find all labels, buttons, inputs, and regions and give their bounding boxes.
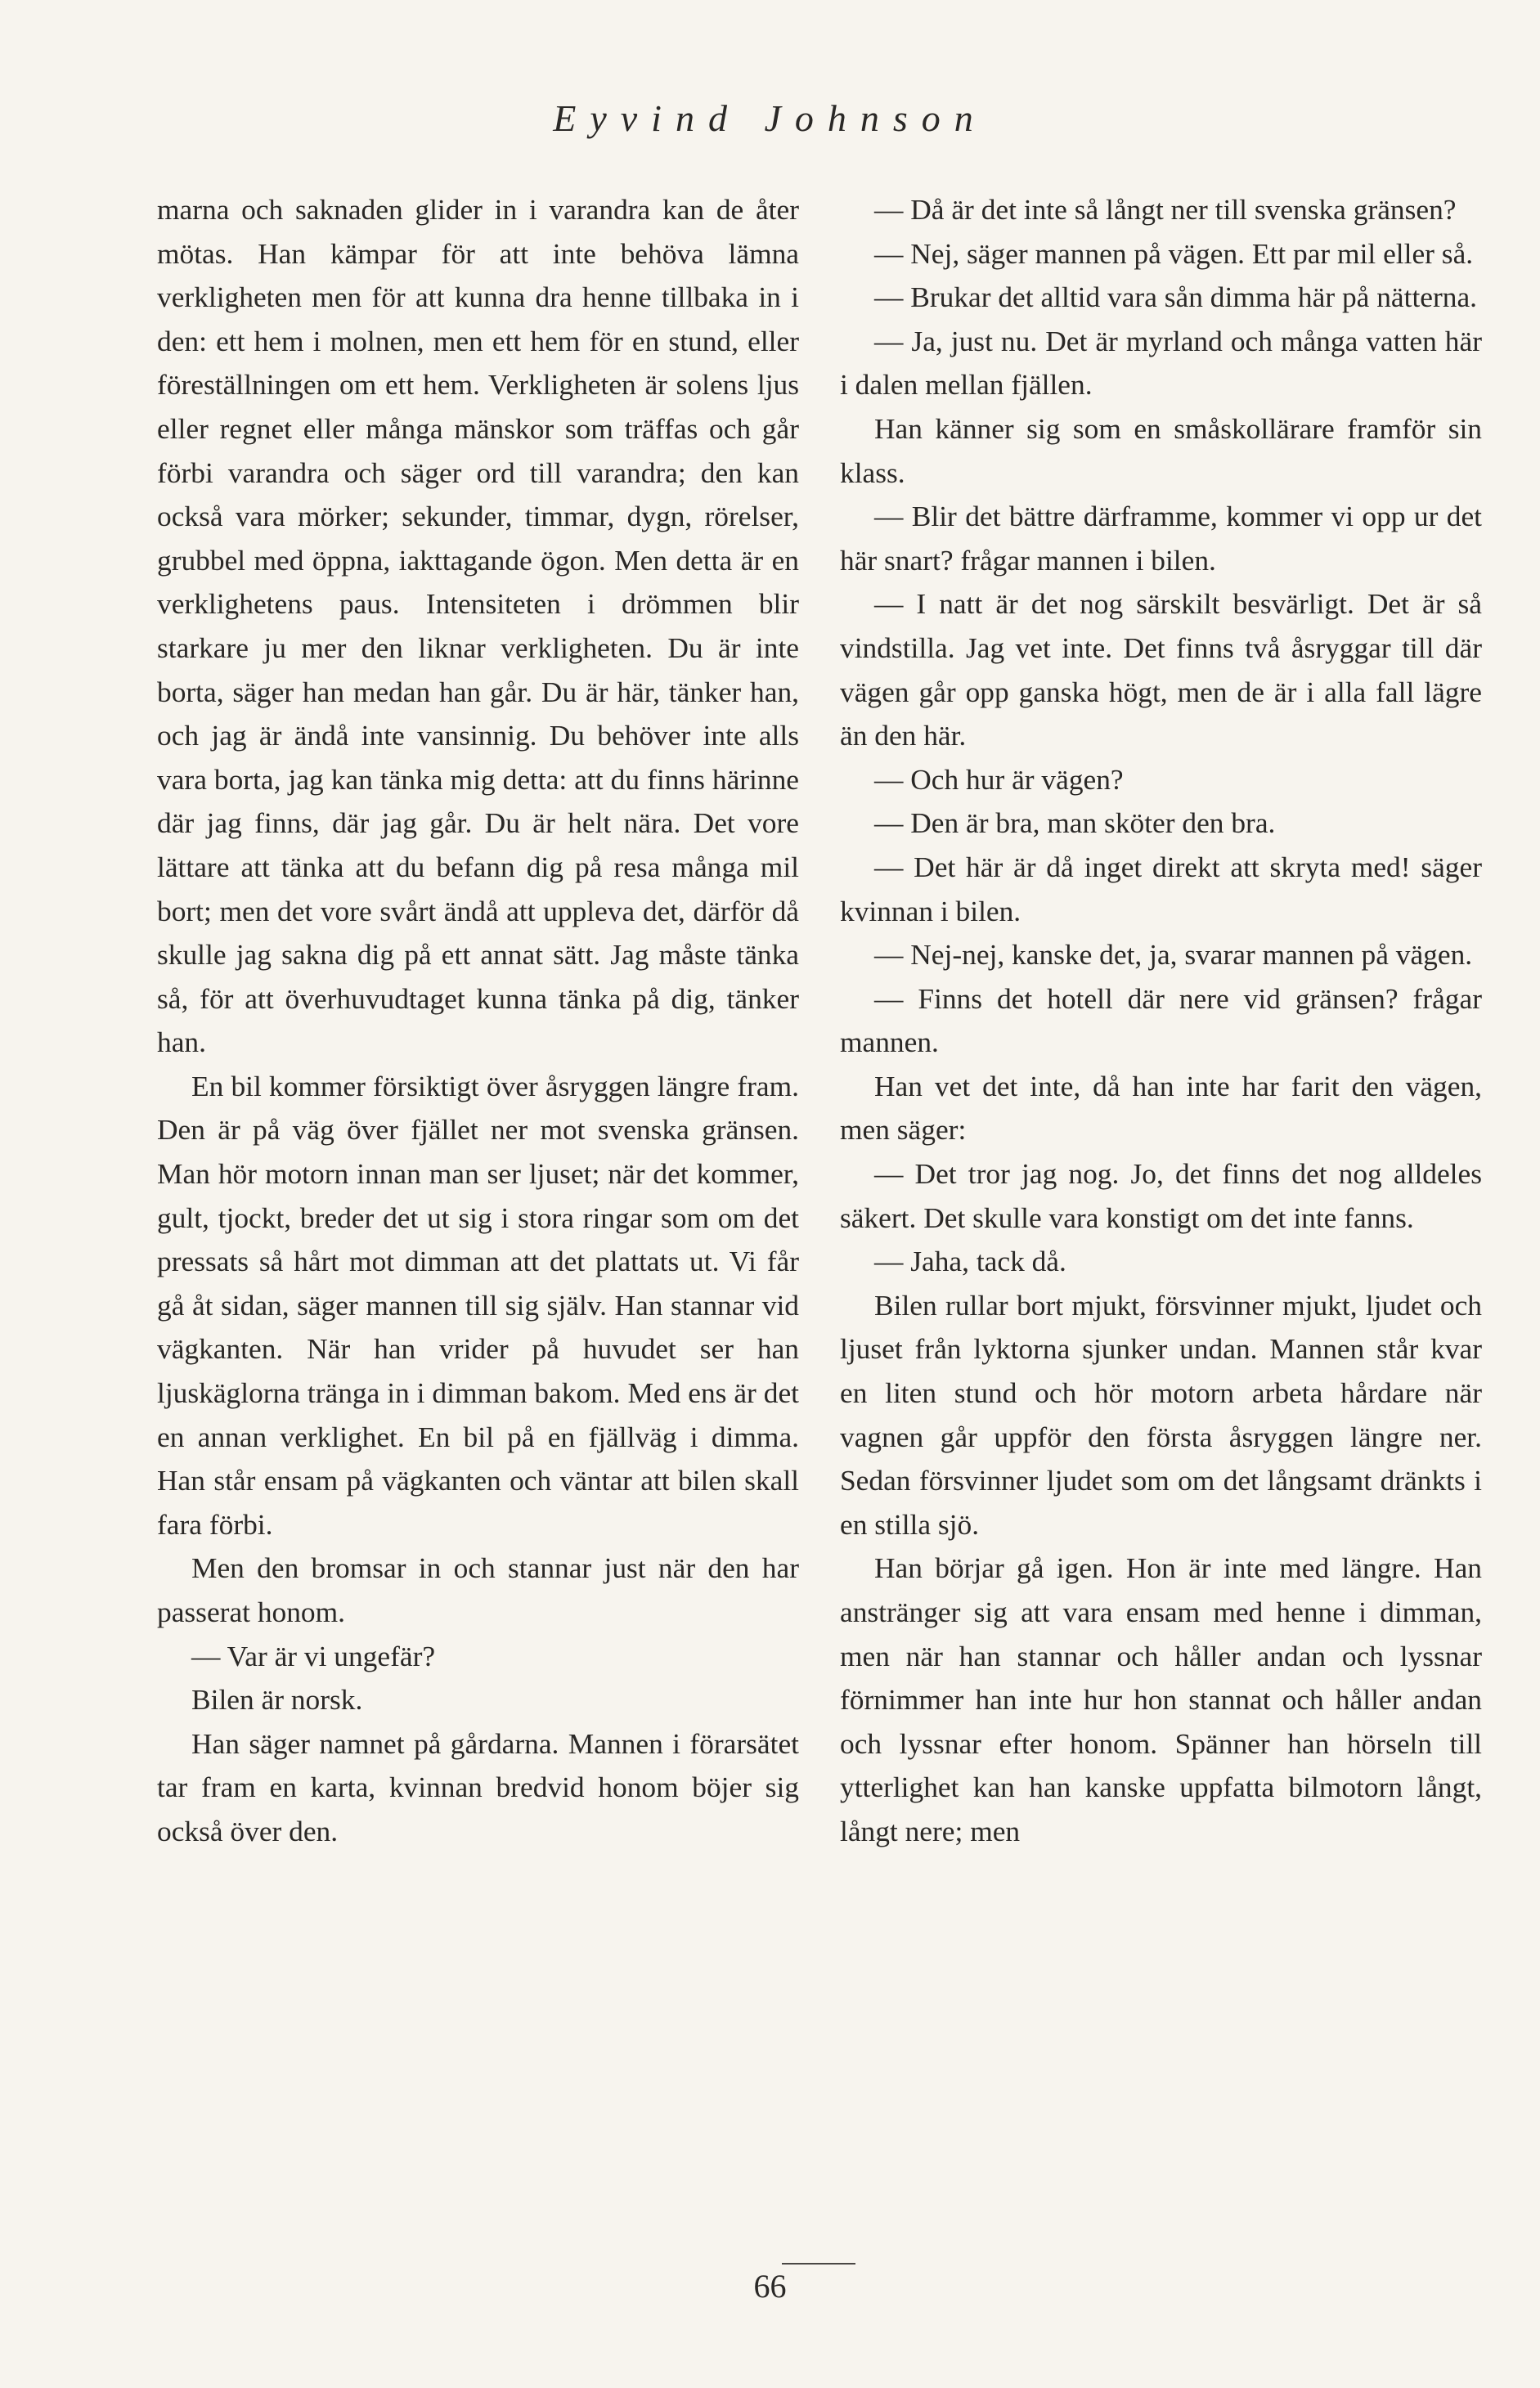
paragraph: Han känner sig som en småskollärare framför sin klass.: [840, 411, 1482, 489]
paragraph: — Var är vi ungefär?: [191, 1639, 436, 1672]
running-header-author: Eyvind Johnson: [553, 97, 987, 139]
paragraph: En bil kommer försiktigt över åsryggen längre fram. Den är på väg över fjället ner mot svenska gränsen. Man hör motorn innan man ser ljuset; när det kommer, gult, tjockt, breder det ut sig i stora ringar som om det pressats så hårt mot dimman att det plattats ut. Vi får gå åt sidan, säger mannen till sig själv. Han stannar vid vägkanten. När han vrider på huvudet ser han ljuskäglorna tränga in i dimman bakom. Med ens är det en annan verklighet. En bil på en fjällväg i dimma. Han står ensam på vägkanten och väntar att bilen skall fara förbi.: [157, 1069, 799, 1541]
footer-rule: [782, 2263, 855, 2265]
paragraph: — Det här är då inget direkt att skryta med! säger kvinnan i bilen.: [840, 850, 1482, 927]
paragraph: Han säger namnet på gårdarna. Mannen i förarsätet tar fram en karta, kvinnan bredvid honom böjer sig också över den.: [157, 1726, 799, 1847]
right-text-column: [840, 188, 1482, 1854]
paragraph: — Nej-nej, kanske det, ja, svarar mannen på vägen.: [874, 938, 1473, 972]
paragraph: marna och saknaden glider in i varandra kan de åter mötas. Han kämpar för att inte behöva lämna verkligheten men för att kunna dra henne tillbaka in i den: ett hem i molnen, men ett hem för en stund, eller föreställningen om ett hem. Verkligheten är solens ljus eller regnet eller många mänskor som träffas och går förbi varandra och säger ord till varandra; den kan också vara mörker; sekunder, timmar, dygn, rörelser, grubbel med öppna, iakttagande ögon. Men detta är en verklighetens paus. Intensiteten i drömmen blir starkare ju mer den liknar verkligheten. Du är inte borta, säger han medan han går. Du är här, tänker han, och jag är ändå inte vansinnig. Du behöver inte alls vara borta, jag kan tänka mig detta: att du finns härinne där jag finns, där jag går. Du är helt nära. Det vore lättare att tänka att du befann dig på resa många mil bort; men det vore svårt ändå att uppleva det, därför då skulle jag sakna dig på ett annat sätt. Jag måste tänka så, för att överhuvudtaget kunna tänka på dig, tänker han.: [157, 193, 799, 1059]
paragraph: — Det tror jag nog. Jo, det finns det nog alldeles säkert. Det skulle vara konstigt om det inte fanns.: [840, 1157, 1482, 1234]
paragraph: — Finns det hotell där nere vid gränsen? frågar mannen.: [840, 981, 1482, 1059]
paragraph: — Blir det bättre därframme, kommer vi opp ur det här snart? frågar mannen i bilen.: [840, 500, 1482, 577]
left-text-column: [157, 188, 799, 1854]
paragraph: — Nej, säger mannen på vägen. Ett par mil eller så.: [874, 236, 1474, 270]
paragraph: Men den bromsar in och stannar just när den har passerat honom.: [157, 1551, 799, 1628]
paragraph: — Och hur är vägen?: [874, 762, 1124, 796]
paragraph: — I natt är det nog särskilt besvärligt. Det är så vindstilla. Jag vet inte. Det finns två åsryggar till där vägen går opp ganska högt, men de är i alla fall lägre än den här.: [840, 587, 1482, 752]
paragraph: — Den är bra, man sköter den bra.: [874, 806, 1276, 840]
paragraph: — Jaha, tack då.: [874, 1245, 1066, 1278]
paragraph: — Brukar det alltid vara sån dimma här på nätterna.: [874, 281, 1478, 314]
paragraph: Han börjar gå igen. Hon är inte med längre. Han anstränger sig att vara ensam med henne i dimman, men när han stannar och håller andan och lyssnar förnimmer han inte hur hon stannat och håller andan och lyssnar efter honom. Spänner han hörseln till ytterlighet kan han kanske uppfatta bilmotorn långt, långt nere; men: [840, 1551, 1482, 1847]
page-number: 66: [753, 2268, 787, 2305]
paragraph: — Ja, just nu. Det är myrland och många vatten här i dalen mellan fjällen.: [840, 324, 1482, 402]
paragraph: — Då är det inte så långt ner till svenska gränsen?: [874, 193, 1457, 226]
paragraph: Han vet det inte, då han inte har farit den vägen, men säger:: [840, 1069, 1482, 1147]
paragraph: Bilen är norsk.: [191, 1683, 363, 1717]
paragraph: Bilen rullar bort mjukt, försvinner mjukt, ljudet och ljuset från lyktorna sjunker undan. Mannen står kvar en liten stund och hör motorn arbeta hårdare när vagnen går uppför den första åsryggen längre ner. Sedan försvinner ljudet som om det långsamt dränkts i en stilla sjö.: [840, 1288, 1482, 1541]
